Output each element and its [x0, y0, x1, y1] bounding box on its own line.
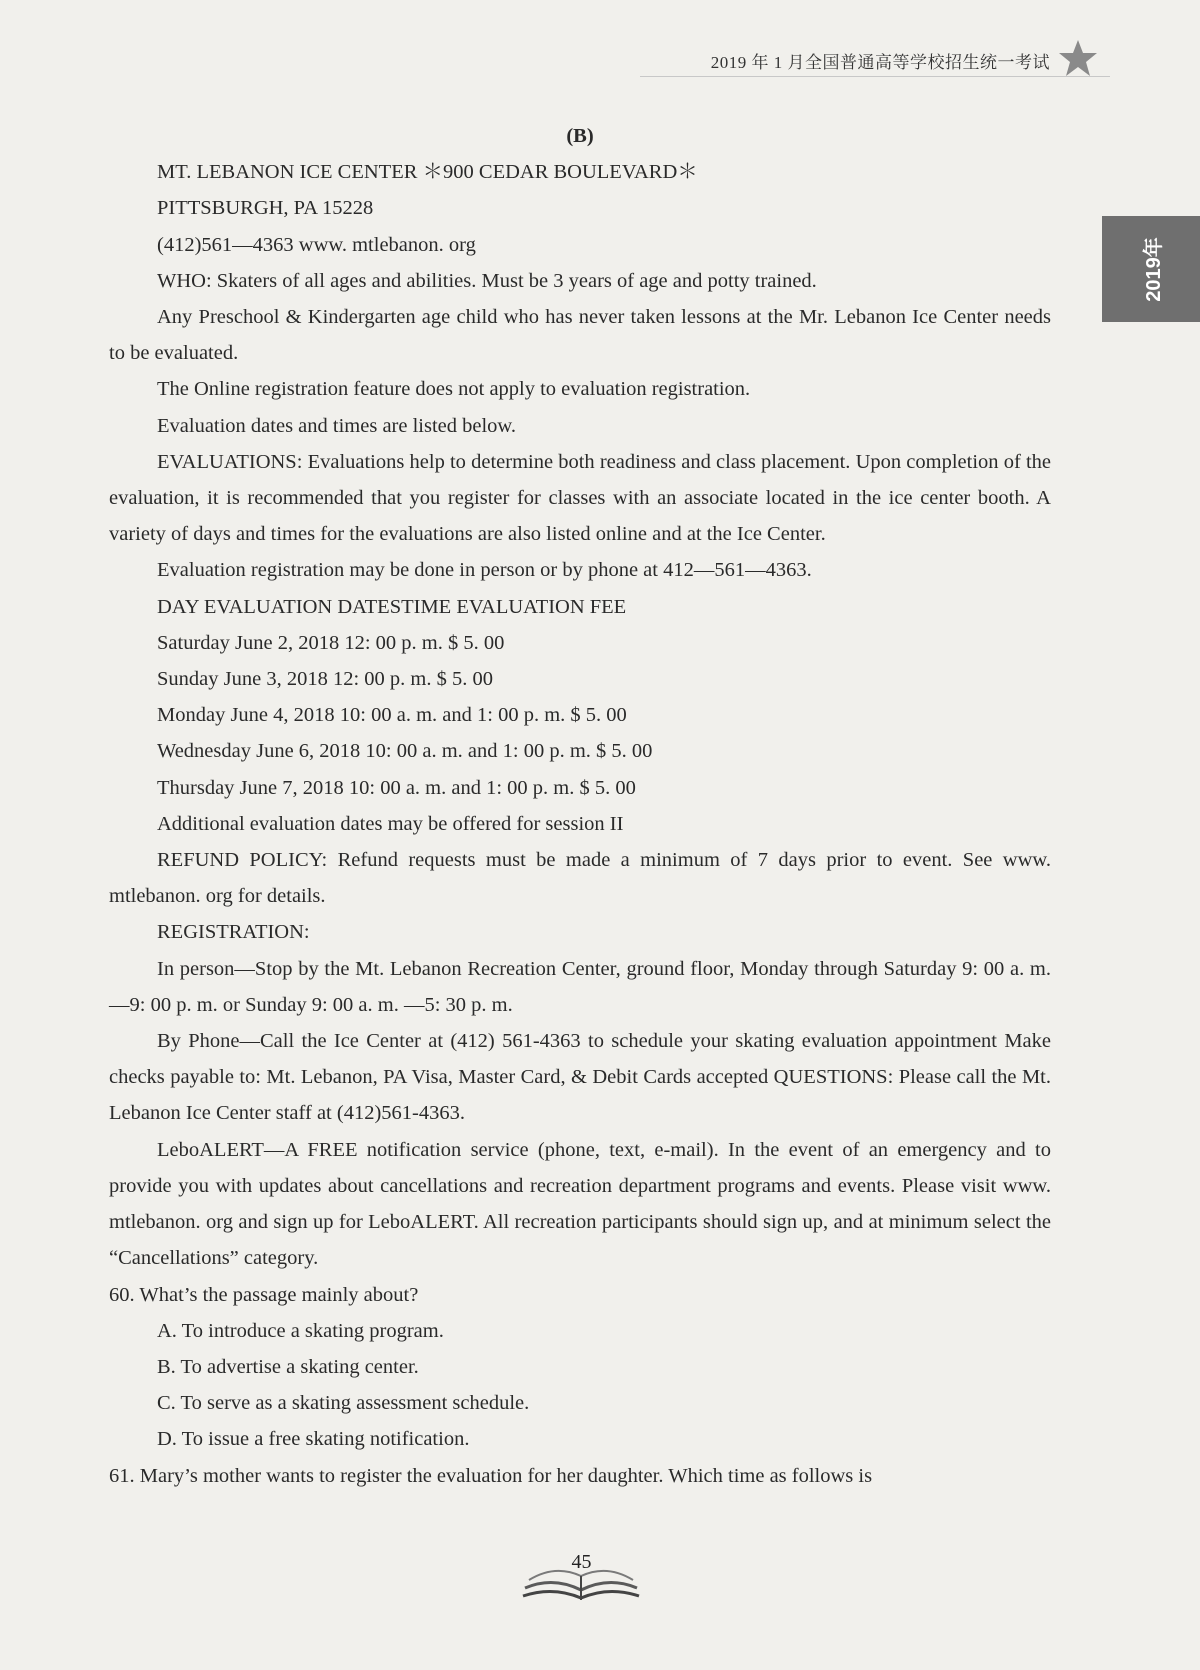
address-line-1: MT. LEBANON ICE CENTER ＊900 CEDAR BOULEVARD＊: [157, 161, 698, 184]
header-rule: [640, 76, 1110, 77]
who-paragraph: WHO: Skaters of all ages and abilities. Must be 3 years of age and potty trained.: [157, 269, 817, 292]
preschool-paragraph: Any Preschool & Kindergarten age child who has never taken lessons at the Mr. Lebanon Ice Center needs to be evaluated.: [109, 306, 1051, 365]
refund-policy: REFUND POLICY: Refund requests must be made a minimum of 7 days prior to event. See www. mtlebanon. org for details.: [109, 849, 1051, 908]
schedule-row: Thursday June 7, 2018 10: 00 a. m. and 1: 00 p. m. $ 5. 00: [157, 776, 636, 799]
contact-line: (412)561—4363 www. mtlebanon. org: [157, 233, 476, 256]
section-label: (B): [566, 125, 594, 147]
question-60-option-d: D. To issue a free skating notification.: [157, 1428, 470, 1451]
schedule-row: Saturday June 2, 2018 12: 00 p. m. $ 5. 00: [157, 631, 505, 654]
year-side-tab: [1102, 216, 1200, 322]
passage-content: [109, 118, 1051, 1494]
in-person-paragraph: In person—Stop by the Mt. Lebanon Recreation Center, ground floor, Monday through Saturday 9: 00 a. m. —9: 00 p. m. or Sunday 9: 00 a. m. —5: 30 p. m.: [109, 957, 1051, 1016]
address-line-2: PITTSBURGH, PA 15228: [157, 197, 374, 220]
year-side-tab-label: 2019年: [1142, 236, 1165, 302]
registration-heading: REGISTRATION:: [157, 921, 310, 944]
online-paragraph: The Online registration feature does not apply to evaluation registration.: [157, 378, 751, 401]
dates-listed-paragraph: Evaluation dates and times are listed below.: [157, 414, 517, 437]
by-phone-paragraph: By Phone—Call the Ice Center at (412) 561-4363 to schedule your skating evaluation appointment Make checks payable to: Mt. Lebanon, PA Visa, Master Card, & Debit Cards accepted QUESTIONS: Please call the Mt. Lebanon Ice Center staff at (412)561-4363.: [109, 1030, 1051, 1125]
additional-dates: Additional evaluation dates may be offered for session II: [157, 812, 624, 835]
question-61-stem: 61. Mary’s mother wants to register the evaluation for her daughter. Which time as follows is: [109, 1464, 873, 1487]
evaluations-paragraph: EVALUATIONS: Evaluations help to determine both readiness and class placement. Upon completion of the evaluation, it is recommended that you register for classes with an associate located in the ice center booth. A variety of days and times for the evaluations are also listed online and at the Ice Center.: [109, 450, 1051, 546]
schedule-header: DAY EVALUATION DATESTIME EVALUATION FEE: [157, 595, 627, 618]
leboalert-paragraph: LeboALERT—A FREE notification service (phone, text, e-mail). In the event of an emergency and to provide you with updates about cancellations and recreation department programs and events. Please visit www. mtlebanon. org and sign up for LeboALERT. All recreation participants should sign up, and at minimum select the “Cancellations” category.: [109, 1138, 1051, 1270]
question-60-option-b: B. To advertise a skating center.: [157, 1355, 419, 1378]
question-60-option-c: C. To serve as a skating assessment schedule.: [157, 1392, 530, 1415]
question-60-option-a: A. To introduce a skating program.: [157, 1319, 444, 1342]
schedule-row: Monday June 4, 2018 10: 00 a. m. and 1: 00 p. m. $ 5. 00: [157, 704, 627, 727]
running-header: 2019 年 1 月全国普通高等学校招生统一考试: [710, 53, 1050, 72]
page-number: 45: [571, 1551, 592, 1573]
schedule-row: Wednesday June 6, 2018 10: 00 a. m. and 1: 00 p. m. $ 5. 00: [157, 740, 653, 763]
schedule-row: Sunday June 3, 2018 12: 00 p. m. $ 5. 00: [157, 668, 493, 691]
star-icon: [1056, 38, 1100, 78]
question-60-stem: 60. What’s the passage mainly about?: [109, 1283, 419, 1306]
eval-registration-paragraph: Evaluation registration may be done in person or by phone at 412—561—4363.: [157, 559, 812, 582]
